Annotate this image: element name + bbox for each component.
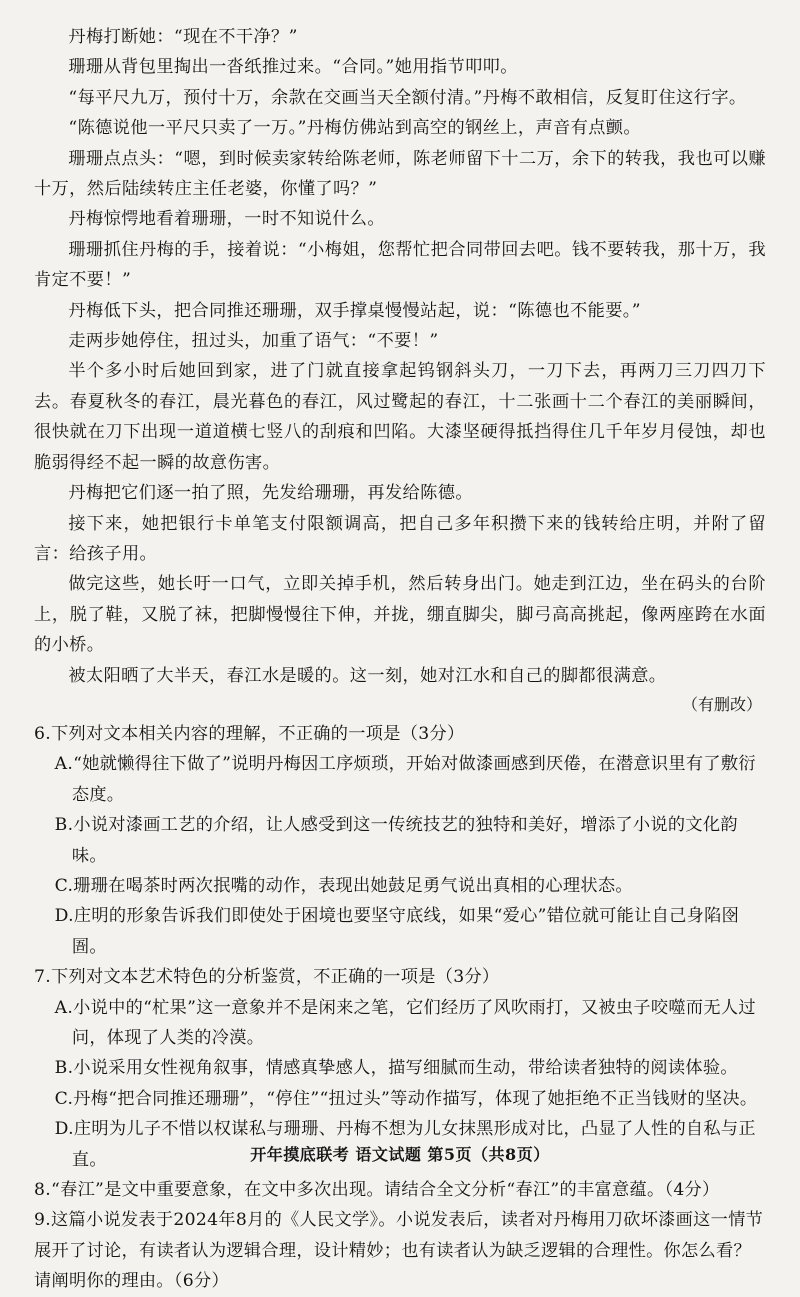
question-6 bbox=[34, 719, 766, 962]
question-stem: 7.下列对文本艺术特色的分析鉴赏，不正确的一项是（3分） bbox=[34, 967, 500, 988]
question-stem: 6.下列对文本相关内容的理解，不正确的一项是（3分） bbox=[34, 723, 465, 744]
passage-paragraph: 丹梅打断她：“现在不干净？” bbox=[68, 27, 298, 47]
passage-paragraph: 走两步她停住，扭过头，加重了语气：“不要！” bbox=[68, 331, 439, 352]
question-8 bbox=[34, 1175, 766, 1205]
option-a: A.小说中的“杧果”这一意象并不是闲来之笔，它们经历了风吹雨打，又被虫子咬噬而无人过问，体现了人类的冷漠。 bbox=[54, 997, 756, 1048]
passage-paragraph: 丹梅惊愕地看着珊珊，一时不知说什么。 bbox=[68, 209, 385, 230]
passage-paragraph: 丹梅低下头，把合同推还珊珊，双手撑桌慢慢站起，说：“陈德也不能要。” bbox=[68, 300, 641, 321]
passage-paragraph: 半个多小时后她回到家，进了门就直接拿起钨钢斜头刀，一刀下去，再两刀三刀四刀下去。春夏秋冬的春江，晨光暮色的春江，风过鹭起的春江，十二张画十二个春江的美丽瞬间，很快就在刀下出现一道道横七竖八的刮痕和凹陷。大漆坚硬得抵挡得住几千年岁月侵蚀，却也脆弱得经不起一瞬的故意伤害。 bbox=[34, 361, 766, 473]
passage-paragraph: “每平尺九万，预付十万，余款在交画当天全额付清。”丹梅不敢相信，反复盯住这行字。 bbox=[68, 87, 747, 108]
page-footer: 开年摸底联考 语文试题 第5页（共8页） bbox=[250, 1145, 550, 1164]
question-9 bbox=[34, 1205, 766, 1296]
option-b: B.小说对漆画工艺的介绍，让人感受到这一传统技艺的独特和美好，增添了小说的文化韵味。 bbox=[54, 815, 738, 866]
passage-paragraph: 丹梅把它们逐一拍了照，先发给珊珊，再发给陈德。 bbox=[68, 483, 473, 504]
passage-paragraph: 做完这些，她长吁一口气，立即关掉手机，然后转身出门。她走到江边，坐在码头的台阶上，脱了鞋，又脱了袜，把脚慢慢往下伸，并拢，绷直脚尖，脚弓高高挑起，像两座跨在水面的小桥。 bbox=[34, 574, 766, 656]
option-c: C.丹梅“把合同推还珊珊”，“停住”“扭过头”等动作描写，体现了她拒绝不正当钱财的坚决。 bbox=[54, 1088, 758, 1109]
passage-paragraph: 珊珊从背包里掏出一沓纸推过来。“合同。”她用指节叩叩。 bbox=[68, 57, 518, 78]
passage-paragraph: 珊珊点点头：“嗯，到时候卖家转给陈老师，陈老师留下十二万，余下的转我，我也可以赚十万，然后陆续转庄主任老婆，你懂了吗？” bbox=[34, 148, 766, 200]
option-d: D.庄明为儿子不惜以权谋私与珊珊、丹梅不想为儿女抹黑形成对比，凸显了人性的自私与正直。 bbox=[54, 1119, 756, 1170]
passage-paragraph: 被太阳晒了大半天，春江水是暖的。这一刻，她对江水和自己的脚都很满意。 bbox=[68, 665, 667, 686]
passage-paragraph: 接下来，她把银行卡单笔支付限额调高，把自己多年积攒下来的钱转给庄明，并附了留言：给孩子用。 bbox=[34, 513, 766, 564]
passage-paragraph: 珊珊抓住丹梅的手，接着说：“小梅姐，您帮忙把合同带回去吧。钱不要转我，那十万，我肯定不要！” bbox=[34, 239, 766, 291]
option-a: A.“她就懒得往下做了”说明丹梅因工序烦琐，开始对做漆画感到厌倦，在潜意识里有了敷衍态度。 bbox=[54, 754, 756, 805]
passage-paragraph: “陈德说他一平尺只卖了一万。”丹梅仿佛站到高空的钢丝上，声音有点颤。 bbox=[68, 118, 641, 139]
passage bbox=[34, 22, 766, 691]
question-stem: 9.这篇小说发表于2024年8月的《人民文学》。小说发表后，读者对丹梅用刀砍坏漆画这一情节展开了讨论，有读者认为逻辑合理，设计精妙；也有读者认为缺乏逻辑的合理性。你怎么看？请阐明你的理由。（6分） bbox=[34, 1210, 764, 1292]
question-stem: 8.“春江”是文中重要意象，在文中多次出现。请结合全文分析“春江”的丰富意蕴。（4分） bbox=[34, 1180, 720, 1201]
option-c: C.珊珊在喝茶时两次抿嘴的动作，表现出她鼓足勇气说出真相的心理状态。 bbox=[54, 875, 633, 896]
edit-note: （有删改） bbox=[681, 694, 762, 714]
option-d: D.庄明的形象告诉我们即使处于困境也要坚守底线，如果“爱心”错位就可能让自己身陷囹圄。 bbox=[54, 906, 740, 957]
option-b: B.小说采用女性视角叙事，情感真挚感人，描写细腻而生动，带给读者独特的阅读体验。 bbox=[54, 1058, 738, 1079]
